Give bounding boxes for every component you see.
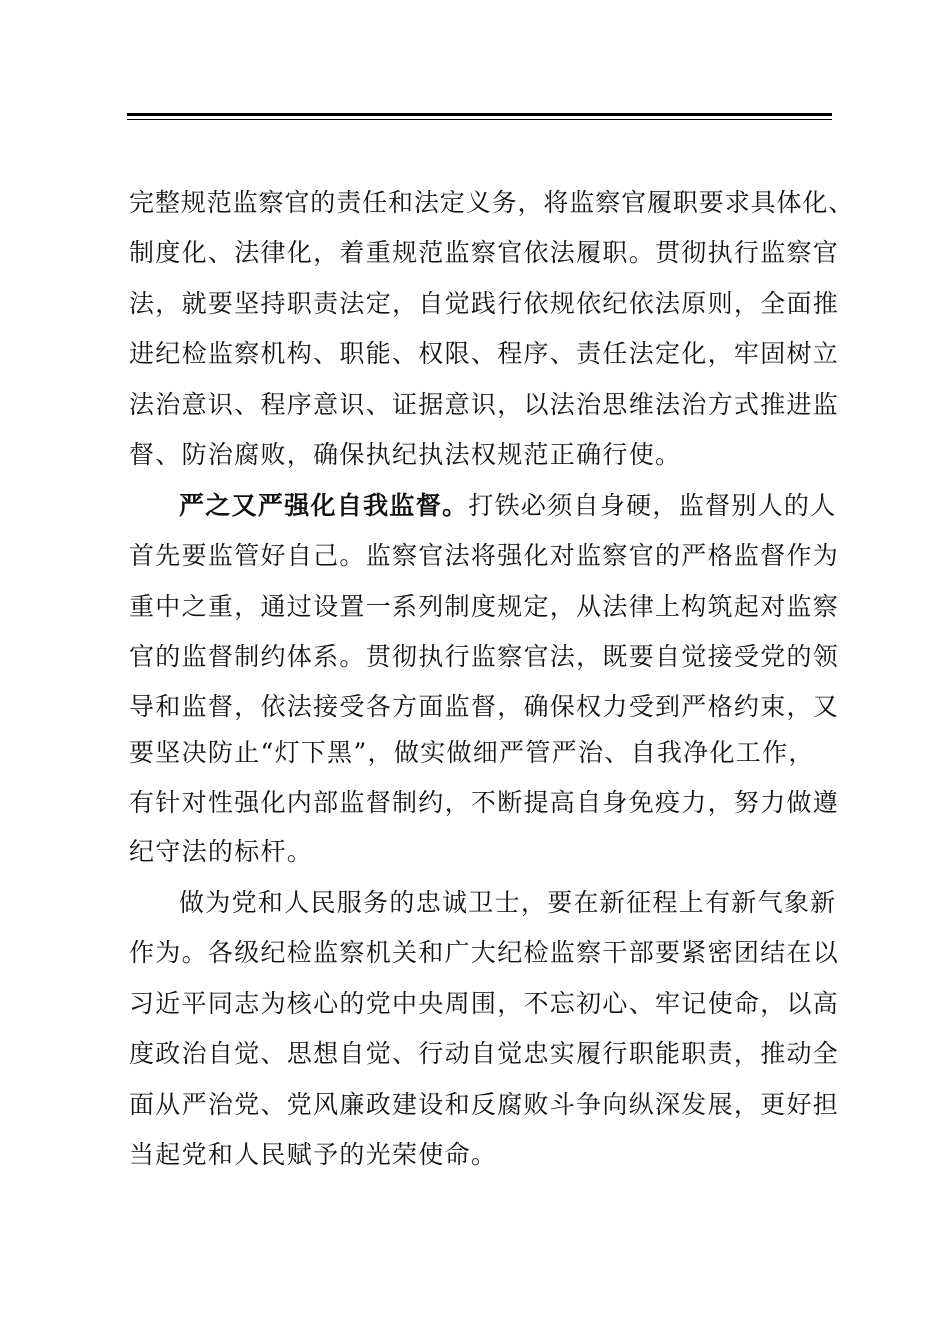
paragraph-line: 重中之重，通过设置一系列制度规定，从法律上构筑起对监察: [129, 592, 840, 621]
paragraph-line: 作为。各级纪检监察机关和广大纪检监察干部要紧密团结在以: [129, 938, 840, 967]
paragraph-line: 有针对性强化内部监督制约，不断提高自身免疫力，努力做遵: [129, 788, 840, 817]
paragraph-line: 首先要监管好自己。监察官法将强化对监察官的严格监督作为: [129, 541, 840, 570]
paragraph-first-line: [179, 486, 837, 526]
paragraph-line: 度政治自觉、思想自觉、行动自觉忠实履行职能职责，推动全: [129, 1039, 840, 1068]
header-rule-thin: [127, 119, 832, 120]
header-rule: [127, 113, 832, 116]
section-heading: 严之又严强化自我监督。: [179, 491, 469, 520]
paragraph-line: 习近平同志为核心的党中央周围，不忘初心、牢记使命，以高: [129, 989, 840, 1018]
paragraph-line: 当起党和人民赋予的光荣使命。: [129, 1140, 498, 1169]
paragraph-line: 做为党和人民服务的忠诚卫士，要在新征程上有新气象新: [179, 888, 837, 917]
paragraph-line: 督、防治腐败，确保执纪执法权规范正确行使。: [129, 440, 682, 469]
paragraph-line: 导和监督，依法接受各方面监督，确保权力受到严格约束，又: [129, 692, 840, 721]
paragraph-line: 进纪检监察机构、职能、权限、程序、责任法定化，牢固树立: [129, 339, 840, 368]
paragraph-line: 法，就要坚持职责法定，自觉践行依规依纪依法原则，全面推: [129, 289, 840, 318]
paragraph-line: 要坚决防止“灯下黑”，做实做细严管严治、自我净化工作，: [129, 738, 815, 767]
paragraph-line: 纪守法的标杆。: [129, 837, 314, 866]
paragraph-line: 官的监督制约体系。贯彻执行监察官法，既要自觉接受党的领: [129, 642, 840, 671]
paragraph-line: 法治意识、程序意识、证据意识，以法治思维法治方式推进监: [129, 390, 840, 419]
paragraph-line: 制度化、法律化，着重规范监察官依法履职。贯彻执行监察官: [129, 238, 840, 267]
paragraph-line: 面从严治党、党风廉政建设和反腐败斗争向纵深发展，更好担: [129, 1090, 840, 1119]
paragraph-line: 打铁必须自身硬，监督别人的人: [468, 491, 837, 520]
paragraph-line: 完整规范监察官的责任和法定义务，将监察官履职要求具体化、: [129, 188, 855, 217]
